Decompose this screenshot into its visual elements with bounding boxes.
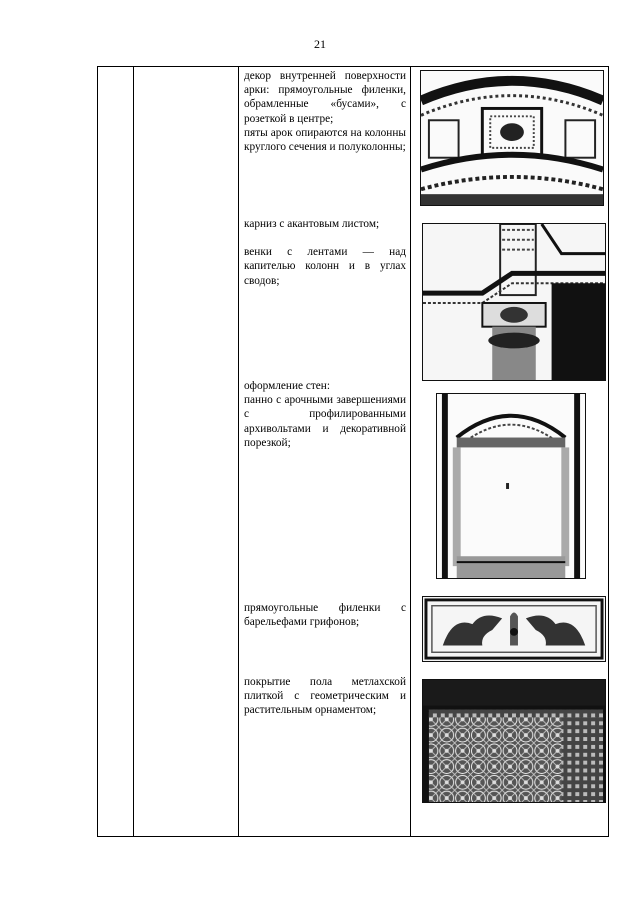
photo-walls (436, 393, 586, 579)
text-line: венки с лентами — над капителью колонн и в углах сводов; (244, 246, 406, 287)
text-line: прямоугольные филенки с барельефами грифонов; (244, 602, 406, 629)
description-floor (244, 675, 406, 718)
cornice-image (423, 224, 605, 380)
text-line: панно с арочными завершениями с профилированными архивольтами и декоративной порезкой; (244, 394, 406, 449)
text-line: карниз с акантовым листом; (244, 218, 380, 230)
text-line: пяты арок опираются на колонны круглого сечения и полуколонны; (244, 126, 406, 154)
photo-floor (422, 679, 606, 803)
column-divider (410, 67, 411, 836)
photo-arch-decor (420, 70, 604, 206)
wall-panel-image (437, 394, 585, 578)
column-divider (133, 67, 134, 836)
text-line: покрытие пола метлахской плиткой с геометрическим и растительным орнаментом; (244, 676, 406, 717)
photo-cornice (422, 223, 606, 381)
description-walls (244, 379, 406, 450)
page-number: 21 (314, 37, 326, 51)
griffin-relief-image (423, 597, 605, 661)
description-cornice (244, 217, 406, 288)
photo-griffins (422, 596, 606, 662)
text-line: оформление стен: (244, 380, 330, 392)
floor-tile-image (423, 680, 605, 802)
arch-decor-image (421, 71, 603, 205)
description-arch-decor (244, 69, 406, 154)
heritage-table (97, 66, 609, 837)
column-divider (238, 67, 239, 836)
description-griffins (244, 601, 406, 629)
text-line: декор внутренней поверхности арки: прямоугольные филенки, обрамленные «бусами», с розеткой в центре; (244, 70, 406, 125)
